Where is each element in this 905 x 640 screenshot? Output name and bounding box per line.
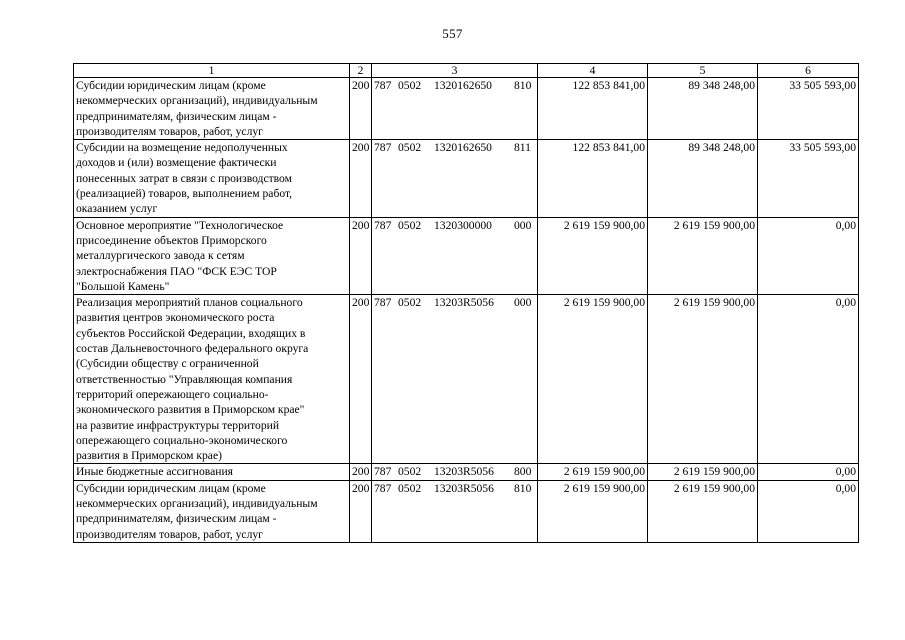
row-col2: 200	[350, 217, 372, 294]
column-header: 2	[350, 64, 372, 78]
row-code: 787 0502 13203R5056 810	[372, 480, 538, 542]
row-col6: 33 505 593,00	[758, 78, 859, 140]
row-name: Субсидии на возмещение недополученных доходов и (или) возмещение фактически понесенных затрат в связи с производством (реализацией) товаров, выполнением работ, оказанием услуг	[74, 140, 350, 217]
row-col5: 89 348 248,00	[648, 140, 758, 217]
row-col5: 2 619 159 900,00	[648, 480, 758, 542]
table-row	[74, 464, 859, 480]
row-col6: 33 505 593,00	[758, 140, 859, 217]
row-col2: 200	[350, 480, 372, 542]
row-col6: 0,00	[758, 295, 859, 464]
row-col2: 200	[350, 464, 372, 480]
row-name: Субсидии юридическим лицам (кроме некоммерческих организаций), индивидуальным предпринимателям, физическим лицам - производителям товаров, работ, услуг	[74, 480, 350, 542]
row-col5: 89 348 248,00	[648, 78, 758, 140]
budget-table	[73, 63, 859, 543]
row-code: 787 0502 1320162650 811	[372, 140, 538, 217]
column-header: 1	[74, 64, 350, 78]
row-col2: 200	[350, 140, 372, 217]
row-col2: 200	[350, 78, 372, 140]
table-row	[74, 217, 859, 294]
row-code: 787 0502 1320162650 810	[372, 78, 538, 140]
page-number: 557	[442, 26, 463, 41]
table-row	[74, 78, 859, 140]
table-row	[74, 140, 859, 217]
row-col6: 0,00	[758, 480, 859, 542]
column-header: 3	[372, 64, 538, 78]
row-code: 787 0502 1320300000 000	[372, 217, 538, 294]
column-header: 5	[648, 64, 758, 78]
row-col6: 0,00	[758, 217, 859, 294]
row-name: Иные бюджетные ассигнования	[74, 464, 350, 480]
row-col5: 2 619 159 900,00	[648, 217, 758, 294]
row-col5: 2 619 159 900,00	[648, 295, 758, 464]
row-col4: 122 853 841,00	[538, 140, 648, 217]
table-row	[74, 295, 859, 464]
row-col4: 2 619 159 900,00	[538, 217, 648, 294]
row-col5: 2 619 159 900,00	[648, 464, 758, 480]
column-header: 6	[758, 64, 859, 78]
column-header: 4	[538, 64, 648, 78]
row-col4: 2 619 159 900,00	[538, 480, 648, 542]
row-name: Субсидии юридическим лицам (кроме некоммерческих организаций), индивидуальным предпринимателям, физическим лицам - производителям товаров, работ, услуг	[74, 78, 350, 140]
table-row	[74, 480, 859, 542]
row-code: 787 0502 13203R5056 000	[372, 295, 538, 464]
row-col4: 2 619 159 900,00	[538, 295, 648, 464]
row-col4: 2 619 159 900,00	[538, 464, 648, 480]
row-col2: 200	[350, 295, 372, 464]
row-col4: 122 853 841,00	[538, 78, 648, 140]
header-row	[74, 64, 859, 78]
row-col6: 0,00	[758, 464, 859, 480]
row-name: Реализация мероприятий планов социального развития центров экономического роста субъектов Российской Федерации, входящих в состав Дальневосточного федерального округа (Субсидии обществу с ограниченной ответственностью "Управляющая компания территорий опережающего социально- экономического развития в Приморском крае" на развитие инфраструктуры территорий опережающего социально-экономического развития в Приморском крае)	[74, 295, 350, 464]
row-code: 787 0502 13203R5056 800	[372, 464, 538, 480]
row-name: Основное мероприятие "Технологическое присоединение объектов Приморского металлургического завода к сетям электроснабжения ПАО "ФСК ЕЭС ТОР "Большой Камень"	[74, 217, 350, 294]
